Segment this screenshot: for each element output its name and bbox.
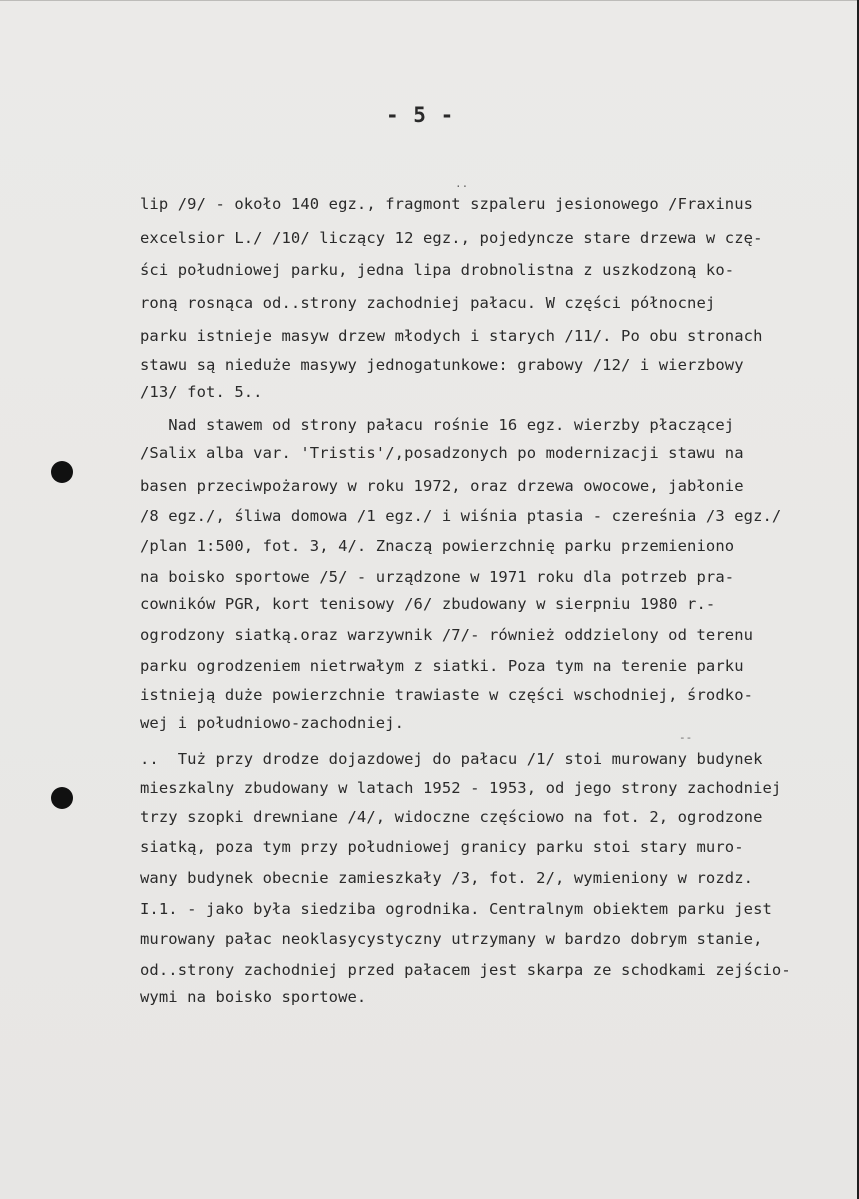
text-line: cowników PGR, kort tenisowy /6/ zbudowany w sierpniu 1980 r.- [140,595,716,613]
text-line: ogrodzony siatką.oraz warzywnik /7/- również oddzielony od terenu [140,626,754,644]
text-line: wej i południowo-zachodniej. [140,714,405,732]
text-line: trzy szopki drewniane /4/, widoczne częściowo na fot. 2, ogrodzone [140,808,763,826]
stray-mark: .. [455,177,469,190]
text-line: parku istnieje masyw drzew młodych i starych /11/. Po obu stronach [140,327,763,345]
text-line: wymi na boisko sportowe. [140,988,367,1006]
page-top-edge [0,0,859,1]
text-line: murowany pałac neoklasycystyczny utrzymany w bardzo dobrym stanie, [140,930,763,948]
text-line: ści południowej parku, jedna lipa drobnolistna z uszkodzoną ko- [140,261,735,279]
text-line: /13/ fot. 5.. [140,383,263,401]
text-line: /8 egz./, śliwa domowa /1 egz./ i wiśnia ptasia - czereśnia /3 egz./ [140,507,782,525]
page-number: - 5 - [386,103,455,127]
text-line: roną rosnąca od..strony zachodniej pałacu. W części północnej [140,294,716,312]
text-line: parku ogrodzeniem nietrwałym z siatki. Poza tym na terenie parku [140,657,744,675]
text-line: istnieją duże powierzchnie trawiaste w części wschodniej, środko- [140,686,754,704]
text-line: Nad stawem od strony pałacu rośnie 16 egz. wierzby płaczącej [140,416,735,434]
text-line: /plan 1:500, fot. 3, 4/. Znaczą powierzchnię parku przemieniono [140,537,735,555]
text-line: mieszkalny zbudowany w latach 1952 - 1953, od jego strony zachodniej [140,779,782,797]
text-line: lip /9/ - około 140 egz., fragmont szpaleru jesionowego /Fraxinus [140,195,754,213]
text-line: excelsior L./ /10/ liczący 12 egz., pojedyncze stare drzewa w czę- [140,229,763,247]
text-line: od..strony zachodniej przed pałacem jest skarpa ze schodkami zejścio- [140,961,791,979]
punch-hole-top [51,461,73,483]
text-line: basen przeciwpożarowy w roku 1972, oraz drzewa owocowe, jabłonie [140,477,744,495]
text-line: /Salix alba var. 'Tristis'/,posadzonych po modernizacji stawu na [140,444,744,462]
text-line: na boisko sportowe /5/ - urządzone w 1971 roku dla potrzeb pra- [140,568,735,586]
punch-hole-bottom [51,787,73,809]
text-line: siatką, poza tym przy południowej granicy parku stoi stary muro- [140,838,744,856]
text-line: I.1. - jako była siedziba ogrodnika. Centralnym obiektem parku jest [140,900,772,918]
text-line: stawu są nieduże masywy jednogatunkowe: grabowy /12/ i wierzbowy [140,356,744,374]
text-line: .. Tuż przy drodze dojazdowej do pałacu /1/ stoi murowany budynek [140,750,763,768]
text-line: wany budynek obecnie zamieszkały /3, fot. 2/, wymieniony w rozdz. [140,869,754,887]
stray-mark: -- [679,731,693,744]
